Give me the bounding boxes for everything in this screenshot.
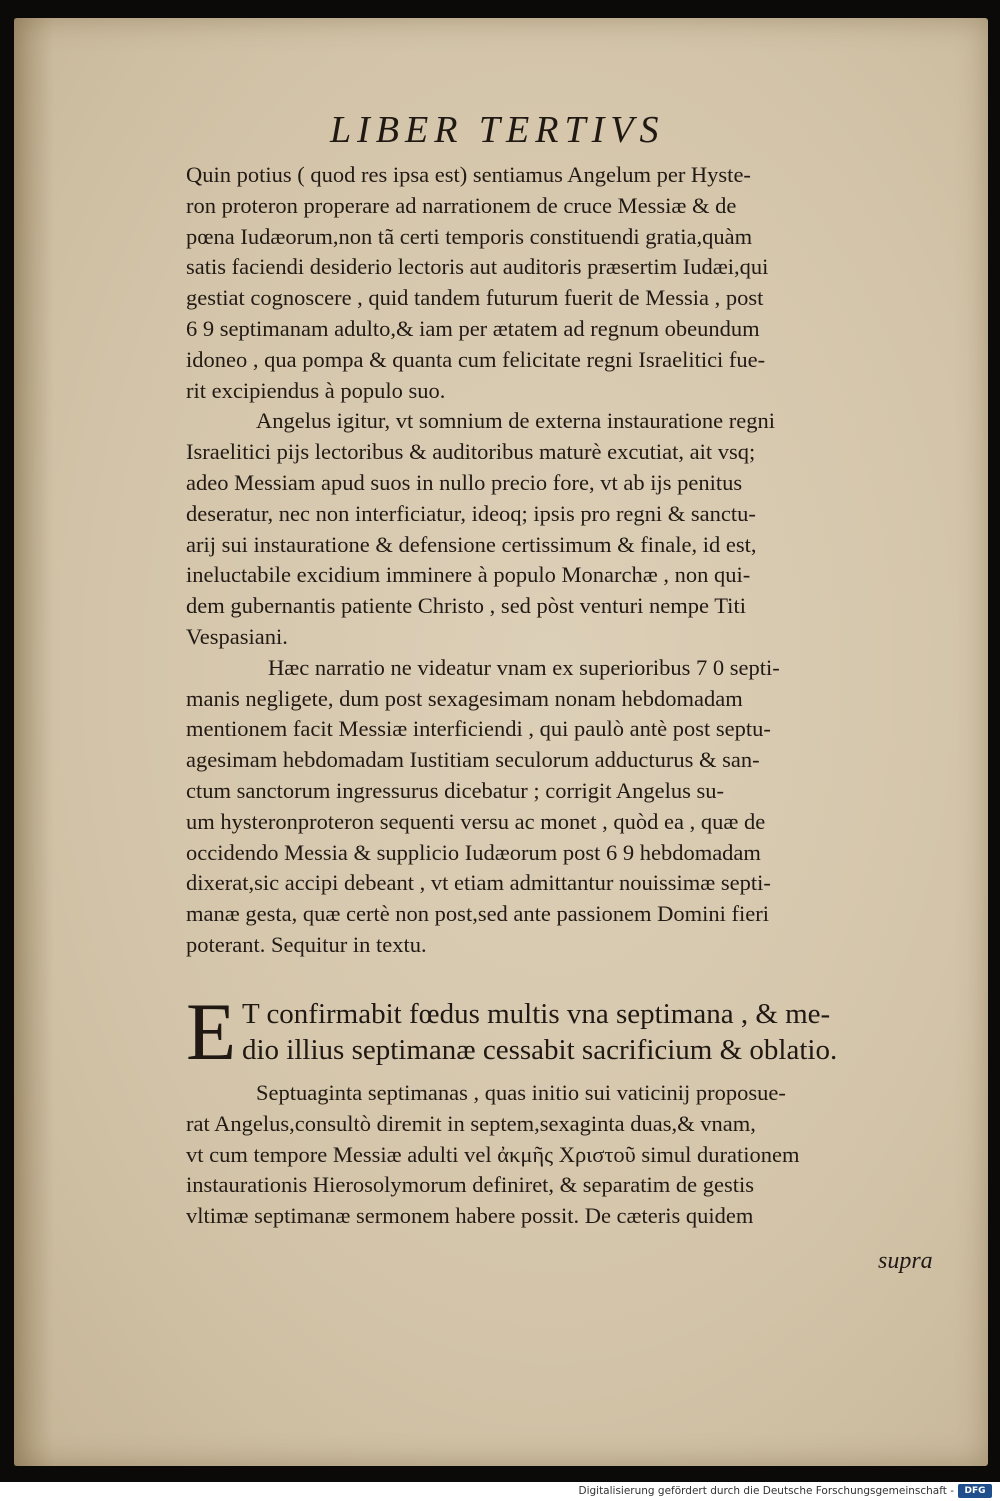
text-line: um hysteronproteron sequenti versu ac monet , quòd ea , quæ de [186,808,766,834]
text-line: Angelus igitur, vt somnium de externa instauratione regni [256,408,775,434]
text-line: occidendo Messia & supplicio Iudæorum post 6 9 hebdomadam [186,839,761,865]
text-line: ron proteron properare ad narrationem de cruce Messiæ & de [186,192,737,218]
digitization-credit: Digitalisierung gefördert durch die Deutsche Forschungsgemeinschaft - [578,1485,954,1497]
text-line: Israelitici pijs lectoribus & auditoribus maturè excutiat, ait vsq; [186,439,756,465]
text-line: Hæc narratio ne videatur vnam ex superioribus 7 0 septi- [268,654,780,680]
text-line: instaurationis Hierosolymorum definiret, & separatim de gestis [186,1172,755,1198]
text-line: rit excipiendus à populo suo. [186,377,446,403]
text-line: vltimæ septimanæ sermonem habere possit. De cæteris quidem [186,1203,754,1229]
text-line: 6 9 septimanam adulto,& iam per ætatem ad regnum obeundum [186,315,760,341]
paragraph-4 [186,1078,956,1232]
catchword: supra [878,1248,933,1274]
scripture-line: dio illius septimanæ cessabit sacrificium & oblatio. [242,1034,838,1066]
text-line: adeo Messiam apud suos in nullo precio fore, vt ab ijs penitus [186,469,743,495]
text-line: vt cum tempore Messiæ adulti vel ἀκμῆς Χριστοῦ simul durationem [186,1141,800,1167]
text-line: idoneo , qua pompa & quanta cum felicitate regni Israelitici fue- [186,346,766,372]
text-line: ctum sanctorum ingressurus dicebatur ; corrigit Angelus su- [186,777,725,803]
text-line: Septuaginta septimanas , quas initio sui vaticinij proposue- [256,1080,786,1105]
text-line: Quin potius ( quod res ipsa est) sentiamus Angelum per Hyste- [186,162,751,187]
drop-cap: E [186,986,237,1077]
text-line: mentionem facit Messiæ interficiendi , qui paulò antè post septu- [186,716,771,742]
text-line: pœna Iudæorum,non tã certi temporis constituendi gratia,quàm [186,223,753,249]
dfg-logo[interactable]: DFG [958,1484,992,1498]
text-line: deseratur, nec non interficiatur, ideoq; ipsis pro regni & sanctu- [186,500,756,526]
text-line: arij sui instauratione & defensione certissimum & finale, id est, [186,531,757,557]
text-line: dem gubernantis patiente Christo , sed pòst venturi nempe Titi [186,593,746,619]
scripture-quote [186,986,956,1077]
text-line: agesimam hebdomadam Iustitiam seculorum adducturus & san- [186,747,760,773]
text-line: Vespasiani. [186,623,288,649]
text-line: poterant. Sequitur in textu. [186,931,427,957]
text-line: ineluctabile excidium imminere à populo Monarchæ , non qui- [186,562,751,588]
text-line: manis negligete, dum post sexagesimam nonam hebdomadam [186,685,743,711]
text-line: manæ gesta, quæ certè non post,sed ante passionem Domini fieri [186,901,770,927]
text-line: rat Angelus,consultò diremit in septem,sexaginta duas,& vnam, [186,1110,756,1136]
text-line: satis faciendi desiderio lectoris aut auditoris præsertim Iudæi,qui [186,254,769,280]
page-gutter-shadow [14,18,54,1466]
scripture-line: T confirmabit fœdus multis vna septimana , & me- [242,998,831,1030]
paragraph-1 [186,160,956,961]
text-line: gestiat cognoscere , quid tandem futurum fuerit de Messia , post [186,285,764,311]
running-head: LIBER TERTIVS [330,109,665,151]
text-line: dixerat,sic accipi debeant , vt etiam admittantur nouissimæ septi- [186,870,771,896]
